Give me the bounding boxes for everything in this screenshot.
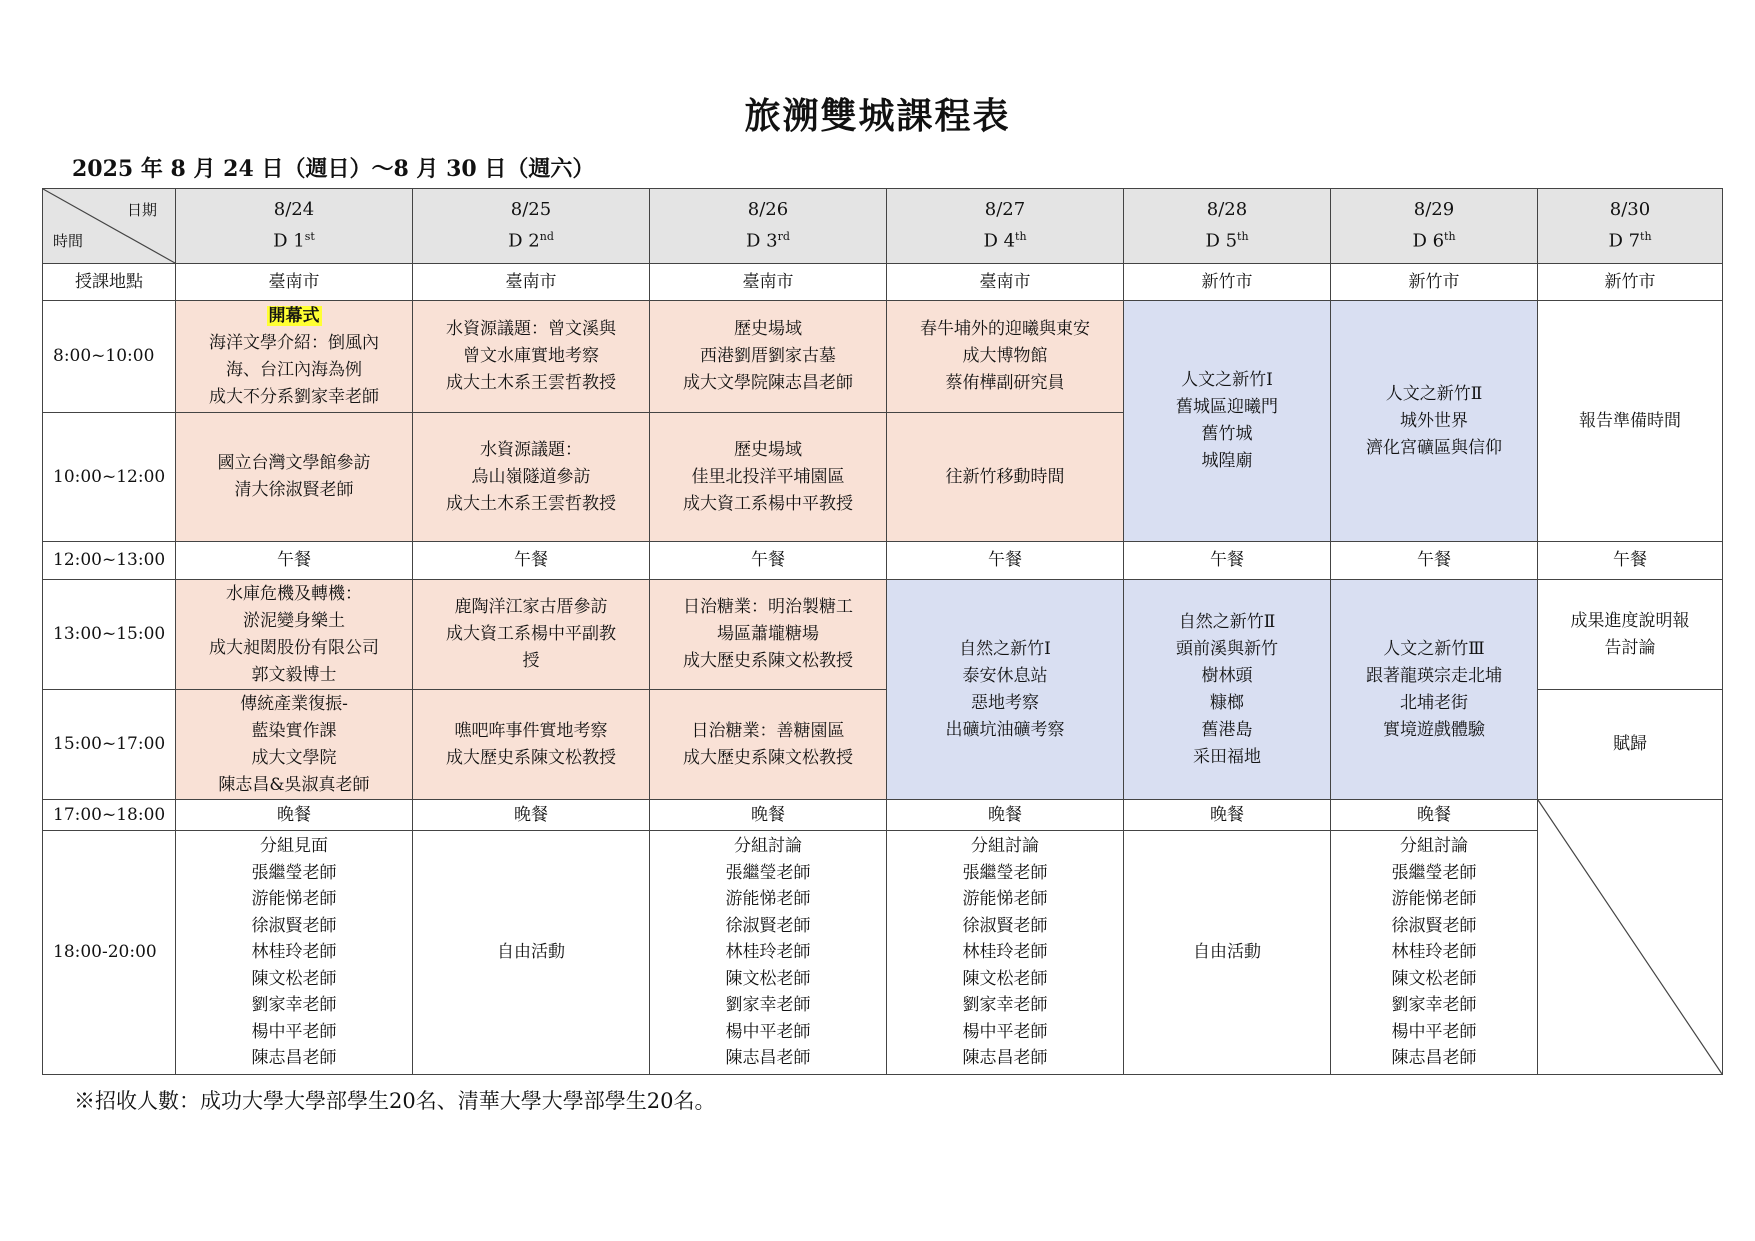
session-cell xyxy=(1331,301,1538,542)
session-line: 濟化宮礦區與信仰 xyxy=(1366,437,1502,458)
session-cell xyxy=(1538,690,1723,800)
dinner-cell: 晚餐 xyxy=(176,800,413,831)
session-line: 陳志昌&吳淑真老師 xyxy=(218,774,370,795)
session-line: 成大文學院 xyxy=(251,747,337,768)
corner-date-label: 日期 xyxy=(126,201,157,219)
session-line: 歷史場域 xyxy=(734,319,802,339)
location-cell: 臺南市 xyxy=(176,264,413,301)
session-line: 人文之新竹Ⅰ xyxy=(1181,370,1273,390)
session-line: 賦歸 xyxy=(1613,734,1647,754)
session-line: 陳志昌老師 xyxy=(1391,1048,1477,1069)
session-cell xyxy=(413,690,650,800)
session-line: 陳志昌老師 xyxy=(725,1048,811,1069)
time-label: 15:00~17:00 xyxy=(43,690,176,800)
session-line: 成果進度說明報 xyxy=(1570,610,1690,631)
session-line: 陳志昌老師 xyxy=(962,1048,1048,1069)
location-cell: 新竹市 xyxy=(1331,264,1538,301)
evening-cell: 自由活動 xyxy=(1124,831,1331,1075)
session-line: 日治糖業：善糖園區 xyxy=(691,720,845,741)
session-line: 惡地考察 xyxy=(971,692,1039,713)
session-line: 陳文松老師 xyxy=(1391,968,1477,989)
session-line: 游能悌老師 xyxy=(962,889,1048,910)
session-line: 徐淑賢老師 xyxy=(962,915,1048,936)
session-line: 陳志昌老師 xyxy=(251,1048,337,1069)
session-line: 劉家幸老師 xyxy=(962,995,1048,1016)
session-line: 海、台江內海為例 xyxy=(226,359,362,380)
time-label: 8:00~10:00 xyxy=(43,301,176,413)
session-line: 成大文學院陳志昌老師 xyxy=(683,373,853,393)
session-line: 林桂玲老師 xyxy=(1391,942,1477,963)
session-cell xyxy=(650,690,887,800)
session-line: 傳統產業復振- xyxy=(240,693,348,714)
session-line: 成大歷史系陳文松教授 xyxy=(683,651,853,671)
schedule-table xyxy=(42,188,1723,1075)
dinner-cell: 晚餐 xyxy=(1124,800,1331,831)
location-label: 授課地點 xyxy=(43,264,176,301)
evening-cell xyxy=(1331,831,1538,1075)
session-line: 人文之新竹Ⅱ xyxy=(1385,383,1483,404)
time-label: 17:00~18:00 xyxy=(43,800,176,831)
session-line: 春牛埔外的迎曦與東安 xyxy=(920,319,1090,339)
location-cell: 臺南市 xyxy=(413,264,650,301)
session-line: 楊中平老師 xyxy=(251,1021,337,1042)
session-cell xyxy=(1538,580,1723,690)
session-cell xyxy=(1331,580,1538,800)
time-row xyxy=(43,831,1723,1075)
location-cell: 臺南市 xyxy=(887,264,1124,301)
lunch-cell: 午餐 xyxy=(413,542,650,580)
lunch-cell: 午餐 xyxy=(1331,542,1538,580)
session-line: 林桂玲老師 xyxy=(251,942,337,963)
session-line: 張繼瑩老師 xyxy=(1391,862,1477,883)
session-line: 水庫危機及轉機： xyxy=(226,583,362,604)
lunch-cell: 午餐 xyxy=(1124,542,1331,580)
session-line: 劉家幸老師 xyxy=(725,995,811,1016)
evening-cell xyxy=(887,831,1124,1075)
session-line: 歷史場域 xyxy=(734,439,802,460)
session-line: 授 xyxy=(522,651,540,671)
session-cell xyxy=(1124,580,1331,800)
session-line: 舊竹城 xyxy=(1201,424,1253,444)
dinner-row xyxy=(43,800,1723,831)
session-line: 告討論 xyxy=(1604,637,1656,658)
header-row xyxy=(43,189,1723,264)
session-line: 藍染實作課 xyxy=(251,720,337,741)
session-line: 游能悌老師 xyxy=(1391,889,1477,910)
session-line: 糠榔 xyxy=(1210,692,1244,713)
session-cell xyxy=(887,413,1124,542)
page-title: 旅溯雙城課程表 xyxy=(744,95,1011,137)
session-line: 徐淑賢老師 xyxy=(251,915,337,936)
location-cell: 臺南市 xyxy=(650,264,887,301)
session-line: 成大資工系楊中平教授 xyxy=(683,493,853,514)
session-line: 楊中平老師 xyxy=(725,1021,811,1042)
date-range: 2025 年 8 月 24 日（週日）～8 月 30 日（週六） xyxy=(72,156,595,182)
session-cell xyxy=(887,580,1124,800)
session-line: 游能悌老師 xyxy=(725,889,811,910)
session-line: 報告準備時間 xyxy=(1579,410,1681,431)
session-line: 佳里北投洋平埔園區 xyxy=(691,466,845,487)
session-line: 采田福地 xyxy=(1193,746,1261,767)
session-line: 徐淑賢老師 xyxy=(1391,915,1477,936)
session-cell xyxy=(176,301,413,413)
session-line: 蔡侑樺副研究員 xyxy=(945,373,1065,393)
session-line: 噍吧哖事件實地考察 xyxy=(454,720,608,741)
session-line: 成大歷史系陳文松教授 xyxy=(446,747,616,768)
session-line: 成大不分系劉家幸老師 xyxy=(209,386,379,407)
time-row xyxy=(43,580,1723,690)
session-line: 陳文松老師 xyxy=(725,968,811,989)
session-line: 自然之新竹Ⅱ xyxy=(1178,611,1276,632)
session-line: 分組討論 xyxy=(734,836,802,857)
session-line: 成大土木系王雲哲教授 xyxy=(446,373,616,393)
time-label: 18:00-20:00 xyxy=(43,831,176,1075)
session-line: 鹿陶洋江家古厝參訪 xyxy=(454,597,608,617)
lunch-cell: 午餐 xyxy=(650,542,887,580)
session-line: 水資源議題： xyxy=(480,439,582,460)
session-cell xyxy=(1124,301,1331,542)
session-line: 城隍廟 xyxy=(1201,451,1253,471)
session-cell xyxy=(413,301,650,413)
location-row xyxy=(43,264,1723,301)
session-line: 自然之新竹Ⅰ xyxy=(959,638,1051,659)
dinner-cell: 晚餐 xyxy=(413,800,650,831)
location-cell: 新竹市 xyxy=(1124,264,1331,301)
location-cell: 新竹市 xyxy=(1538,264,1723,301)
session-line: 樹林頭 xyxy=(1201,665,1253,686)
session-line: 跟著龍瑛宗走北埔 xyxy=(1366,665,1502,686)
session-line: 分組討論 xyxy=(1400,836,1468,857)
session-line: 舊城區迎曦門 xyxy=(1176,397,1278,417)
session-line: 舊港島 xyxy=(1201,719,1253,740)
session-line: 陳文松老師 xyxy=(251,968,337,989)
session-line: 實境遊戲體驗 xyxy=(1383,719,1485,740)
session-line: 城外世界 xyxy=(1400,410,1468,431)
time-label: 10:00~12:00 xyxy=(43,413,176,542)
session-line: 徐淑賢老師 xyxy=(725,915,811,936)
session-cell xyxy=(176,690,413,800)
session-cell xyxy=(413,413,650,542)
session-line: 楊中平老師 xyxy=(1391,1021,1477,1042)
lunch-row xyxy=(43,542,1723,580)
session-line: 劉家幸老師 xyxy=(1391,995,1477,1016)
session-line: 往新竹移動時間 xyxy=(945,466,1065,487)
session-line: 成大昶閎股份有限公司 xyxy=(209,637,379,658)
evening-cell xyxy=(176,831,413,1075)
session-line: 泰安休息站 xyxy=(962,665,1048,686)
evening-cell xyxy=(650,831,887,1075)
session-line: 國立台灣文學館參訪 xyxy=(217,453,371,473)
session-line: 成大歷史系陳文松教授 xyxy=(683,747,853,768)
day-header: 8/28 D 5th xyxy=(1124,189,1331,264)
session-line: 西港劉厝劉家古墓 xyxy=(700,346,836,366)
session-line: 游能悌老師 xyxy=(251,889,337,910)
dinner-cell: 晚餐 xyxy=(887,800,1124,831)
lunch-cell: 午餐 xyxy=(1538,542,1723,580)
session-line: 陳文松老師 xyxy=(962,968,1048,989)
session-line: 海洋文學介紹：倒風內 xyxy=(209,332,379,353)
time-label: 12:00~13:00 xyxy=(43,542,176,580)
session-cell xyxy=(650,413,887,542)
session-line: 場區蕭壠糖場 xyxy=(717,624,819,644)
session-line: 張繼瑩老師 xyxy=(962,862,1048,883)
session-line: 林桂玲老師 xyxy=(962,942,1048,963)
lunch-cell: 午餐 xyxy=(176,542,413,580)
session-cell xyxy=(650,580,887,690)
session-cell xyxy=(887,301,1124,413)
session-cell xyxy=(1538,301,1723,542)
session-cell xyxy=(413,580,650,690)
opening-badge: 開幕式 xyxy=(268,305,320,326)
session-line: 劉家幸老師 xyxy=(251,995,337,1016)
day-header: 8/30 D 7th xyxy=(1538,189,1723,264)
corner-time-label: 時間 xyxy=(53,232,84,250)
session-line: 楊中平老師 xyxy=(962,1021,1048,1042)
session-line: 郭文毅博士 xyxy=(251,664,337,685)
time-row xyxy=(43,301,1723,413)
session-line: 分組討論 xyxy=(971,836,1039,857)
empty-crossed-cell xyxy=(1538,800,1723,1075)
session-cell xyxy=(176,580,413,690)
enrollment-footnote: ※招收人數：成功大學大學部學生20名、清華大學大學部學生20名。 xyxy=(74,1089,716,1113)
session-line: 張繼瑩老師 xyxy=(251,862,337,883)
day-header: 8/29 D 6th xyxy=(1331,189,1538,264)
session-cell xyxy=(650,301,887,413)
session-line: 淤泥變身樂土 xyxy=(243,610,345,631)
session-line: 成大博物館 xyxy=(962,346,1048,366)
session-cell xyxy=(176,413,413,542)
session-line: 清大徐淑賢老師 xyxy=(234,480,354,500)
evening-cell: 自由活動 xyxy=(413,831,650,1075)
session-line: 水資源議題：曾文溪與 xyxy=(446,319,616,339)
session-line: 人文之新竹Ⅲ xyxy=(1383,638,1485,659)
dinner-cell: 晚餐 xyxy=(650,800,887,831)
session-line: 張繼瑩老師 xyxy=(725,862,811,883)
day-header: 8/24 D 1st xyxy=(176,189,413,264)
day-header: 8/26 D 3rd xyxy=(650,189,887,264)
lunch-cell: 午餐 xyxy=(887,542,1124,580)
day-header: 8/25 D 2nd xyxy=(413,189,650,264)
session-line: 成大資工系楊中平副教 xyxy=(446,624,616,644)
session-line: 出礦坑油礦考察 xyxy=(945,719,1065,740)
session-line: 分組見面 xyxy=(260,836,328,857)
session-line: 北埔老街 xyxy=(1400,692,1468,713)
session-line: 林桂玲老師 xyxy=(725,942,811,963)
session-line: 烏山嶺隧道參訪 xyxy=(471,466,591,487)
corner-cell xyxy=(43,189,176,264)
time-label: 13:00~15:00 xyxy=(43,580,176,690)
session-line: 成大土木系王雲哲教授 xyxy=(446,493,616,514)
session-line: 曾文水庫實地考察 xyxy=(463,346,599,366)
day-header: 8/27 D 4th xyxy=(887,189,1124,264)
session-line: 日治糖業：明治製糖工 xyxy=(683,597,853,617)
dinner-cell: 晚餐 xyxy=(1331,800,1538,831)
session-line: 頭前溪與新竹 xyxy=(1176,638,1278,659)
